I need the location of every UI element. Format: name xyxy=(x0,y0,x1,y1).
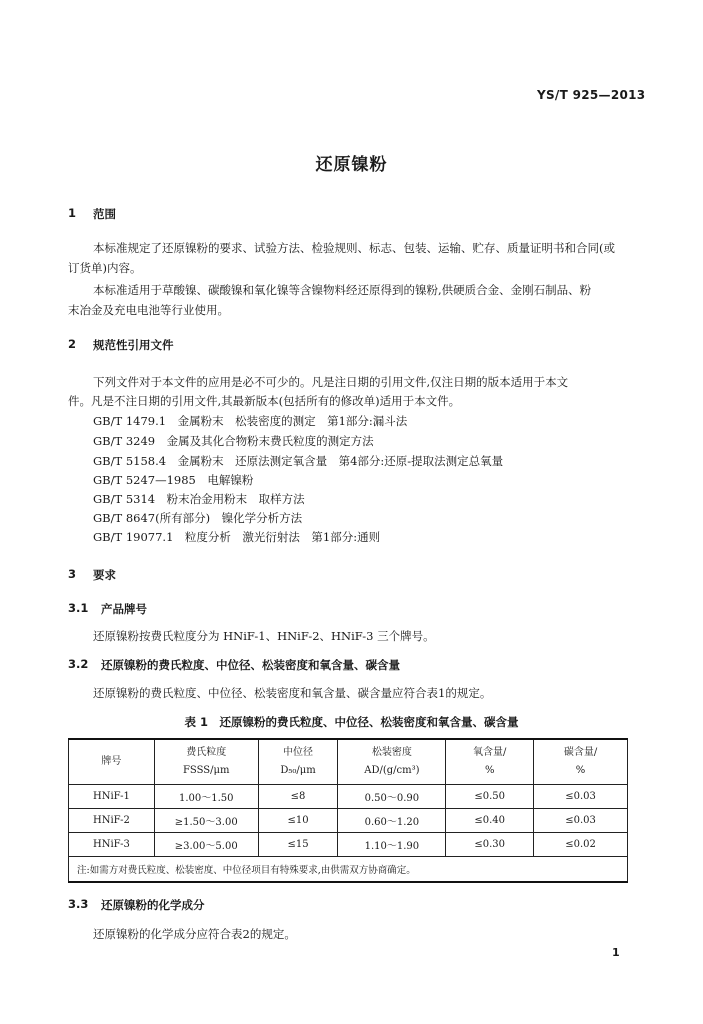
table-row xyxy=(69,809,628,833)
section-2-intro-line-2: 件。凡是不注日期的引用文件,其最新版本(包括所有的修改单)适用于本文件。 xyxy=(68,394,461,408)
table-1 xyxy=(68,738,628,883)
reference-item: GB/T 5314 粉末冶金用粉末 取样方法 xyxy=(93,492,305,506)
table-row xyxy=(69,833,628,857)
table-cell: ≤0.03 xyxy=(534,785,628,809)
table-note-row xyxy=(69,857,628,883)
section-2-number: 2 xyxy=(68,337,77,351)
table-cell: 1.10～1.90 xyxy=(338,833,446,857)
header-oxygen-line-2: % xyxy=(484,765,495,776)
section-1-number: 1 xyxy=(68,206,77,220)
section-3-1-heading: 产品牌号 xyxy=(101,602,147,616)
table-1-caption: 表 1 还原镍粉的费氏粒度、中位径、松装密度和氧含量、碳含量 xyxy=(184,715,519,729)
table-cell: ≤10 xyxy=(258,809,338,833)
header-cell xyxy=(446,739,534,785)
table-cell: 0.60～1.20 xyxy=(338,809,446,833)
page-title: 还原镍粉 xyxy=(315,155,388,175)
header-carbon-line-1: 碳含量/ xyxy=(563,747,598,758)
section-3-2-text: 还原镍粉的费氏粒度、中位径、松装密度和氧含量、碳含量应符合表1的规定。 xyxy=(93,686,492,700)
header-cell xyxy=(258,739,338,785)
table-cell: HNiF-1 xyxy=(69,785,155,809)
table-cell: ≥1.50～3.00 xyxy=(154,809,258,833)
reference-item: GB/T 5247—1985 电解镍粉 xyxy=(93,473,254,487)
section-1-heading: 范围 xyxy=(93,207,116,221)
header-carbon-line-2: % xyxy=(575,765,586,776)
section-1-para-1-line-2: 订货单)内容。 xyxy=(68,261,142,275)
header-cell xyxy=(69,739,155,785)
table-header-row xyxy=(69,739,628,785)
header-fsss-line-2: FSSS/μm xyxy=(182,765,230,776)
section-3-number: 3 xyxy=(68,567,77,581)
page-number: 1 xyxy=(612,946,620,959)
reference-item: GB/T 1479.1 金属粉末 松装密度的测定 第1部分:漏斗法 xyxy=(93,414,408,428)
header-fsss-line-1: 费氏粒度 xyxy=(186,747,227,758)
reference-item: GB/T 5158.4 金属粉末 还原法测定氧含量 第4部分:还原-提取法测定总氧量 xyxy=(93,454,504,468)
header-d50-line-2: D₅₀/μm xyxy=(280,765,316,776)
section-3-3-number: 3.3 xyxy=(68,897,89,911)
section-2-intro-line-1: 下列文件对于本文件的应用是必不可少的。凡是注日期的引用文件,仅注日期的版本适用于本文 xyxy=(93,375,569,389)
table-cell: ≤8 xyxy=(258,785,338,809)
section-3-heading: 要求 xyxy=(93,568,116,582)
reference-item: GB/T 3249 金属及其化合物粉末费氏粒度的测定方法 xyxy=(93,434,374,448)
header-ad-line-1: 松装密度 xyxy=(371,747,412,758)
header-d50-line-1: 中位径 xyxy=(283,747,314,758)
table-note: 注:如需方对费氏粒度、松装密度、中位径项目有特殊要求,由供需双方协商确定。 xyxy=(69,857,628,883)
section-2-heading: 规范性引用文件 xyxy=(93,338,174,352)
section-3-1-number: 3.1 xyxy=(68,601,89,615)
table-cell: ≤0.40 xyxy=(446,809,534,833)
section-1-para-2-line-1: 本标准适用于草酸镍、碳酸镍和氧化镍等含镍物料经还原得到的镍粉,供硬质合金、金刚石制品、粉 xyxy=(93,283,592,297)
reference-item: GB/T 19077.1 粒度分析 激光衍射法 第1部分:通则 xyxy=(93,530,381,544)
table-cell: 1.00～1.50 xyxy=(154,785,258,809)
table-cell: ≤0.50 xyxy=(446,785,534,809)
section-3-2-heading: 还原镍粉的费氏粒度、中位径、松装密度和氧含量、碳含量 xyxy=(101,658,400,672)
header-cell xyxy=(154,739,258,785)
section-3-3-heading: 还原镍粉的化学成分 xyxy=(101,898,205,912)
header-grade: 牌号 xyxy=(101,756,122,767)
table-cell: HNiF-3 xyxy=(69,833,155,857)
header-cell xyxy=(534,739,628,785)
table-cell: HNiF-2 xyxy=(69,809,155,833)
table-cell: ≤15 xyxy=(258,833,338,857)
header-cell xyxy=(338,739,446,785)
table-cell: ≤0.02 xyxy=(534,833,628,857)
table-cell: ≥3.00～5.00 xyxy=(154,833,258,857)
table-cell: 0.50～0.90 xyxy=(338,785,446,809)
section-1-para-1-line-1: 本标准规定了还原镍粉的要求、试验方法、检验规则、标志、包装、运输、贮存、质量证明书和合同(或 xyxy=(93,241,615,255)
section-3-2-number: 3.2 xyxy=(68,657,89,671)
table-row xyxy=(69,785,628,809)
header-oxygen-line-1: 氧含量/ xyxy=(473,747,507,758)
section-3-1-text: 还原镍粉按费氏粒度分为 HNiF-1、HNiF-2、HNiF-3 三个牌号。 xyxy=(93,629,435,643)
section-1-para-2-line-2: 末冶金及充电电池等行业使用。 xyxy=(68,303,229,317)
standard-number: YS/T 925—2013 xyxy=(537,88,646,102)
section-3-3-text: 还原镍粉的化学成分应符合表2的规定。 xyxy=(93,927,296,941)
table-cell: ≤0.30 xyxy=(446,833,534,857)
reference-item: GB/T 8647(所有部分) 镍化学分析方法 xyxy=(93,511,303,525)
table-cell: ≤0.03 xyxy=(534,809,628,833)
header-ad-line-2: AD/(g/cm³) xyxy=(364,765,420,776)
